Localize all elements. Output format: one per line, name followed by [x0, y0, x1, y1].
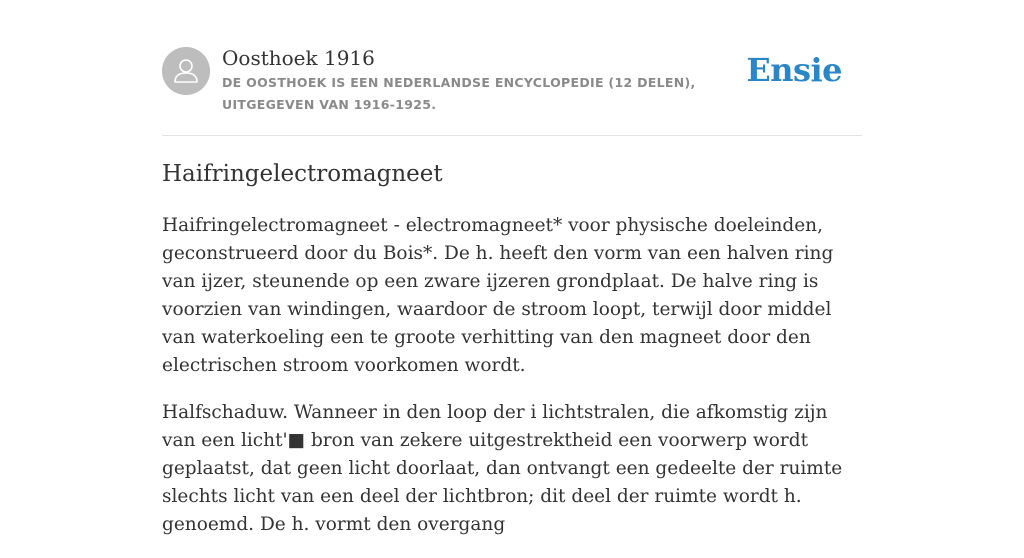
article-paragraph: Halfschaduw. Wanneer in den loop der i lichtstralen, die afkomstig zijn van een licht'■ bron van zekere uitgestrektheid een voorwerp wordt geplaatst, dat geen licht doorlaat, dan ontvangt een gedeelte der ruimte slechts licht van een deel der lichtbron; dit deel der ruimte wordt h. genoemd. De h. vormt den overgang: [162, 402, 843, 535]
user-icon: [162, 47, 210, 95]
article-title: Haifringelectromagneet: [162, 161, 443, 187]
source-title[interactable]: Oosthoek 1916: [222, 46, 375, 70]
source-header: [162, 46, 862, 136]
divider: [162, 135, 862, 136]
brand-logo[interactable]: Ensie: [746, 51, 842, 89]
article-paragraph: Haifringelectromagneet - electromagneet* voor physische doeleinden, geconstrueerd door du Bois*. De h. heeft den vorm van een halven ring van ijzer, steunende op een zware ijzeren grondplaat. De halve ring is voorzien van windingen, waardoor de stroom loopt, terwijl door middel van waterkoeling een te groote verhitting van den magneet door den electrischen stroom voorkomen wordt.: [162, 215, 834, 376]
article-body: [162, 212, 862, 558]
avatar[interactable]: [162, 47, 210, 95]
source-description: DE OOSTHOEK IS EEN NEDERLANDSE ENCYCLOPEDIE (12 DELEN), UITGEGEVEN VAN 1916-1925.: [222, 75, 696, 112]
